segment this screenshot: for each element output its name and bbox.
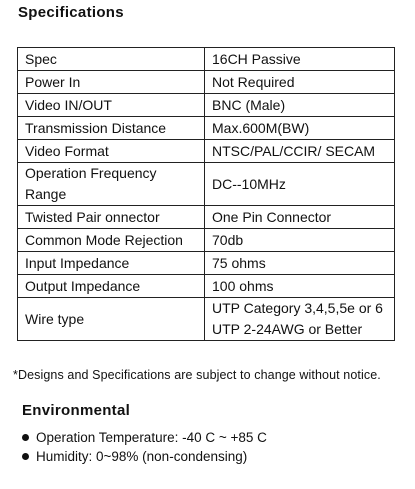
list-item <box>22 428 267 446</box>
table-row <box>18 48 395 71</box>
spec-value: BNC (Male) <box>205 94 395 117</box>
list-item-text: Humidity: 0~98% (non-condensing) <box>36 448 248 464</box>
table-row <box>18 252 395 275</box>
bullet-icon <box>22 453 29 460</box>
spec-value: Not Required <box>205 71 395 94</box>
spec-label: Transmission Distance <box>18 117 205 140</box>
spec-value <box>205 298 395 341</box>
list-item-text: Operation Temperature: -40 C ~ +85 C <box>36 429 267 445</box>
spec-value: Max.600M(BW) <box>205 117 395 140</box>
spec-label: Input Impedance <box>18 252 205 275</box>
table-row <box>18 229 395 252</box>
spec-value: One Pin Connector <box>205 206 395 229</box>
spec-label: Twisted Pair onnector <box>18 206 205 229</box>
spec-label: Video Format <box>18 140 205 163</box>
table-row <box>18 117 395 140</box>
spec-label: Power In <box>18 71 205 94</box>
spec-label: Video IN/OUT <box>18 94 205 117</box>
spec-value: 70db <box>205 229 395 252</box>
spec-value: DC--10MHz <box>205 163 395 206</box>
table-row <box>18 163 395 206</box>
spec-value-line: UTP 2-24AWG or Better <box>212 321 363 337</box>
bullet-icon <box>22 434 29 441</box>
table-row <box>18 298 395 341</box>
spec-label: Wire type <box>18 298 205 341</box>
table-row <box>18 71 395 94</box>
table-row <box>18 275 395 298</box>
environmental-list <box>22 428 267 466</box>
spec-value: 75 ohms <box>205 252 395 275</box>
spec-label: Spec <box>18 48 205 71</box>
specifications-table <box>17 47 395 341</box>
spec-value: 100 ohms <box>205 275 395 298</box>
table-row <box>18 140 395 163</box>
specifications-heading: Specifications <box>18 4 124 21</box>
table-row <box>18 206 395 229</box>
table-row <box>18 94 395 117</box>
spec-label: Output Impedance <box>18 275 205 298</box>
disclaimer-note: *Designs and Specifications are subject to change without notice. <box>13 368 381 382</box>
spec-value: 16CH Passive <box>205 48 395 71</box>
spec-value: NTSC/PAL/CCIR/ SECAM <box>205 140 395 163</box>
list-item <box>22 447 267 465</box>
spec-label: Common Mode Rejection <box>18 229 205 252</box>
environmental-heading: Environmental <box>22 402 131 419</box>
spec-value-line: UTP Category 3,4,5,5e or 6 <box>212 300 383 316</box>
spec-label: Operation Frequency Range <box>18 163 205 206</box>
